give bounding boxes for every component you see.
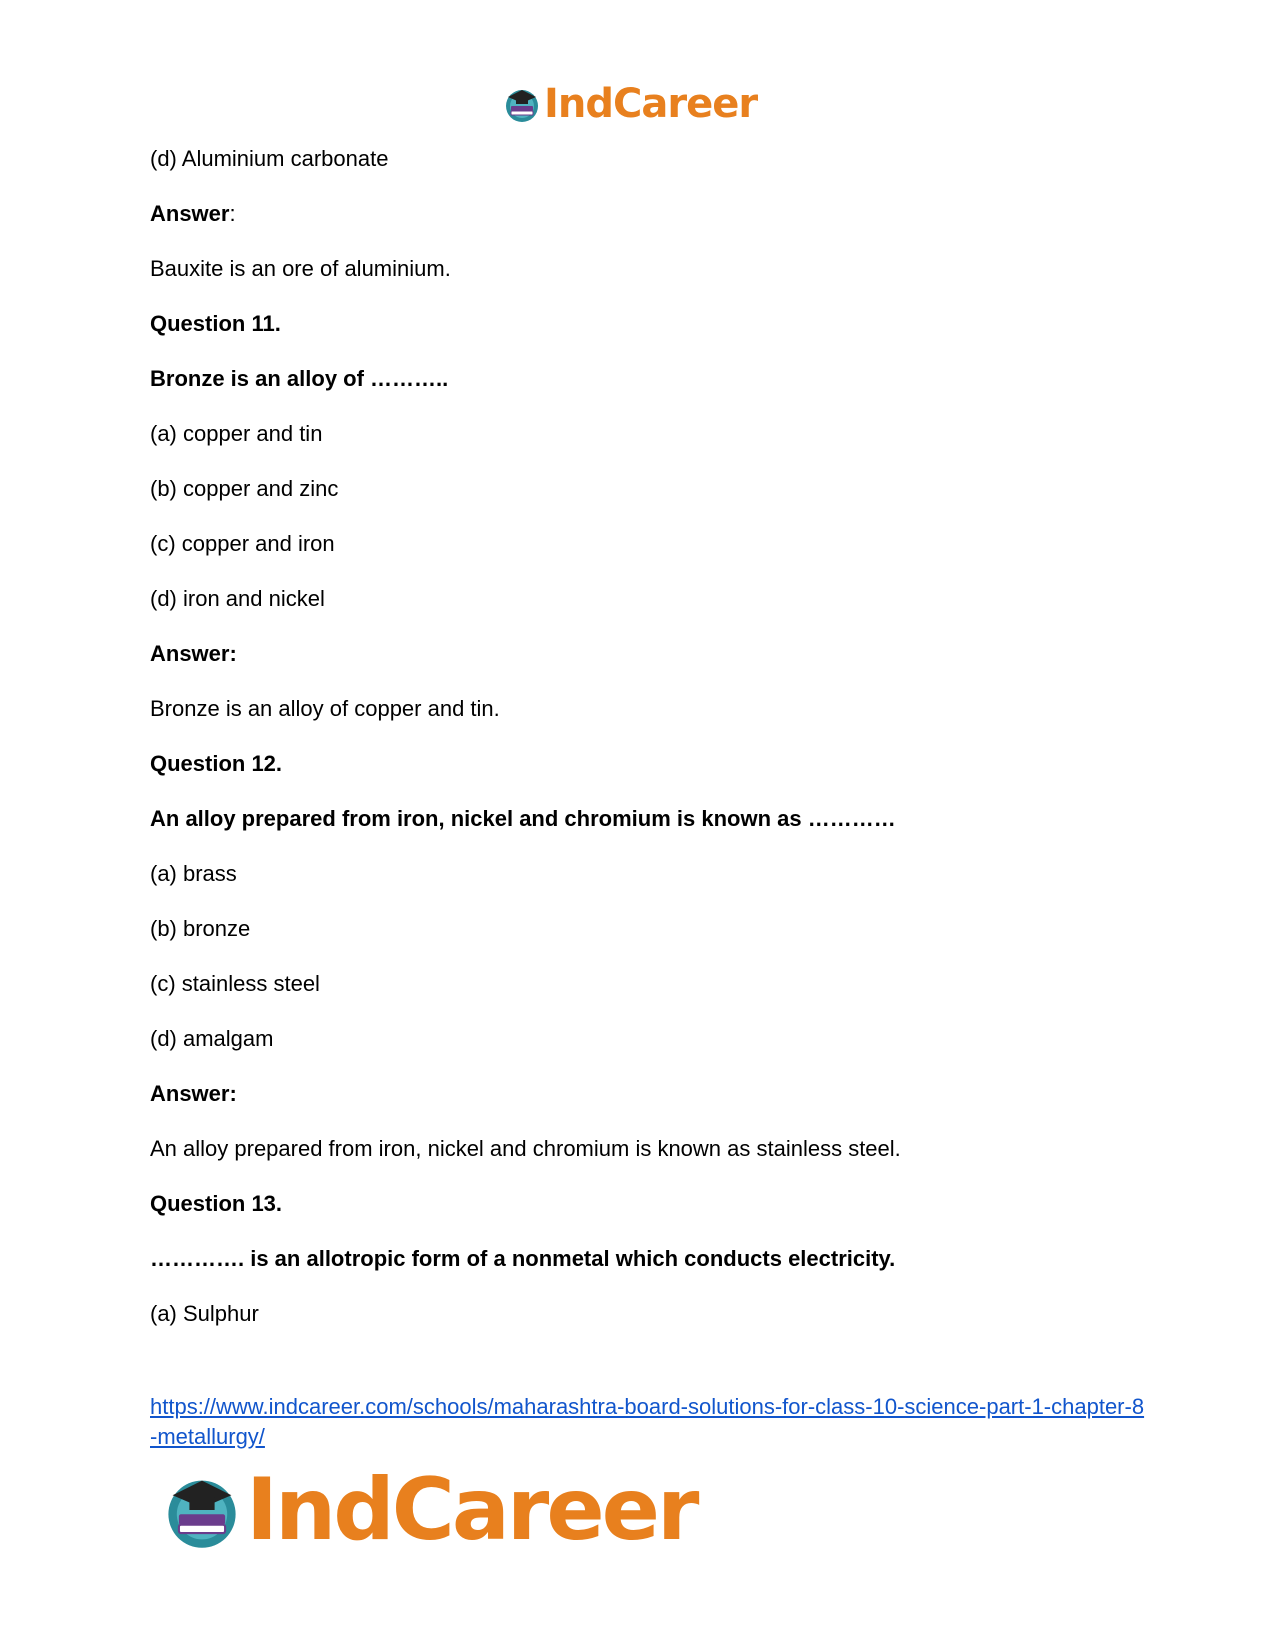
document-line [150,365,1150,393]
document-line [150,310,1150,338]
document-line [150,585,1150,613]
line-text: Bronze is an alloy of ……….. [150,366,449,391]
document-line [150,530,1150,558]
document-line [150,145,1150,173]
document-line [150,420,1150,448]
header-logo [502,78,757,130]
line-text: Answer: [150,641,237,666]
line-text: Answer: [150,1081,237,1106]
line-text: An alloy prepared from iron, nickel and chromium is known as stainless steel. [150,1136,901,1161]
graduation-cap-globe-icon [502,84,542,124]
line-text: Answer [150,201,230,226]
line-text: Bronze is an alloy of copper and tin. [150,696,500,721]
footer-logo [160,1460,696,1560]
document-line [150,860,1150,888]
document-line [150,1080,1150,1108]
graduation-cap-globe-icon [160,1468,244,1552]
line-text: (b) bronze [150,916,251,941]
document-line [150,915,1150,943]
document-line [150,1025,1150,1053]
brand-name: IndCareer [246,1460,697,1560]
document-line [150,475,1150,503]
document-line [150,1190,1150,1218]
document-line [150,1245,1150,1273]
document-line [150,695,1150,723]
line-text: Question 12. [150,751,283,776]
line-text: Question 13. [150,1191,283,1216]
document-line [150,750,1150,778]
line-text: (c) copper and iron [150,531,335,556]
line-text: (a) brass [150,861,237,886]
line-text: (d) Aluminium carbonate [150,146,389,171]
line-text: (d) iron and nickel [150,586,325,611]
document-line [150,970,1150,998]
brand-name: IndCareer [544,81,758,127]
document-line [150,255,1150,283]
line-text: (a) copper and tin [150,421,323,446]
line-suffix: : [229,201,236,226]
line-text: (c) stainless steel [150,971,320,996]
document-body [150,145,1150,1355]
document-line [150,805,1150,833]
document-line [150,1135,1150,1163]
line-text: (b) copper and zinc [150,476,339,501]
line-text: (a) Sulphur [150,1301,259,1326]
document-line [150,1300,1150,1328]
line-text: Question 11. [150,311,281,336]
document-line [150,200,1150,228]
line-text: …………. is an allotropic form of a nonmetal which conducts electricity. [150,1246,896,1271]
document-line [150,640,1150,668]
line-text: Bauxite is an ore of aluminium. [150,256,451,281]
line-text: (d) amalgam [150,1026,274,1051]
source-url-link[interactable]: https://www.indcareer.com/schools/maharashtra-board-solutions-for-class-10-science-part-1-chapter-8-metallurgy/ [150,1394,1145,1449]
line-text: An alloy prepared from iron, nickel and chromium is known as ………… [150,806,896,831]
